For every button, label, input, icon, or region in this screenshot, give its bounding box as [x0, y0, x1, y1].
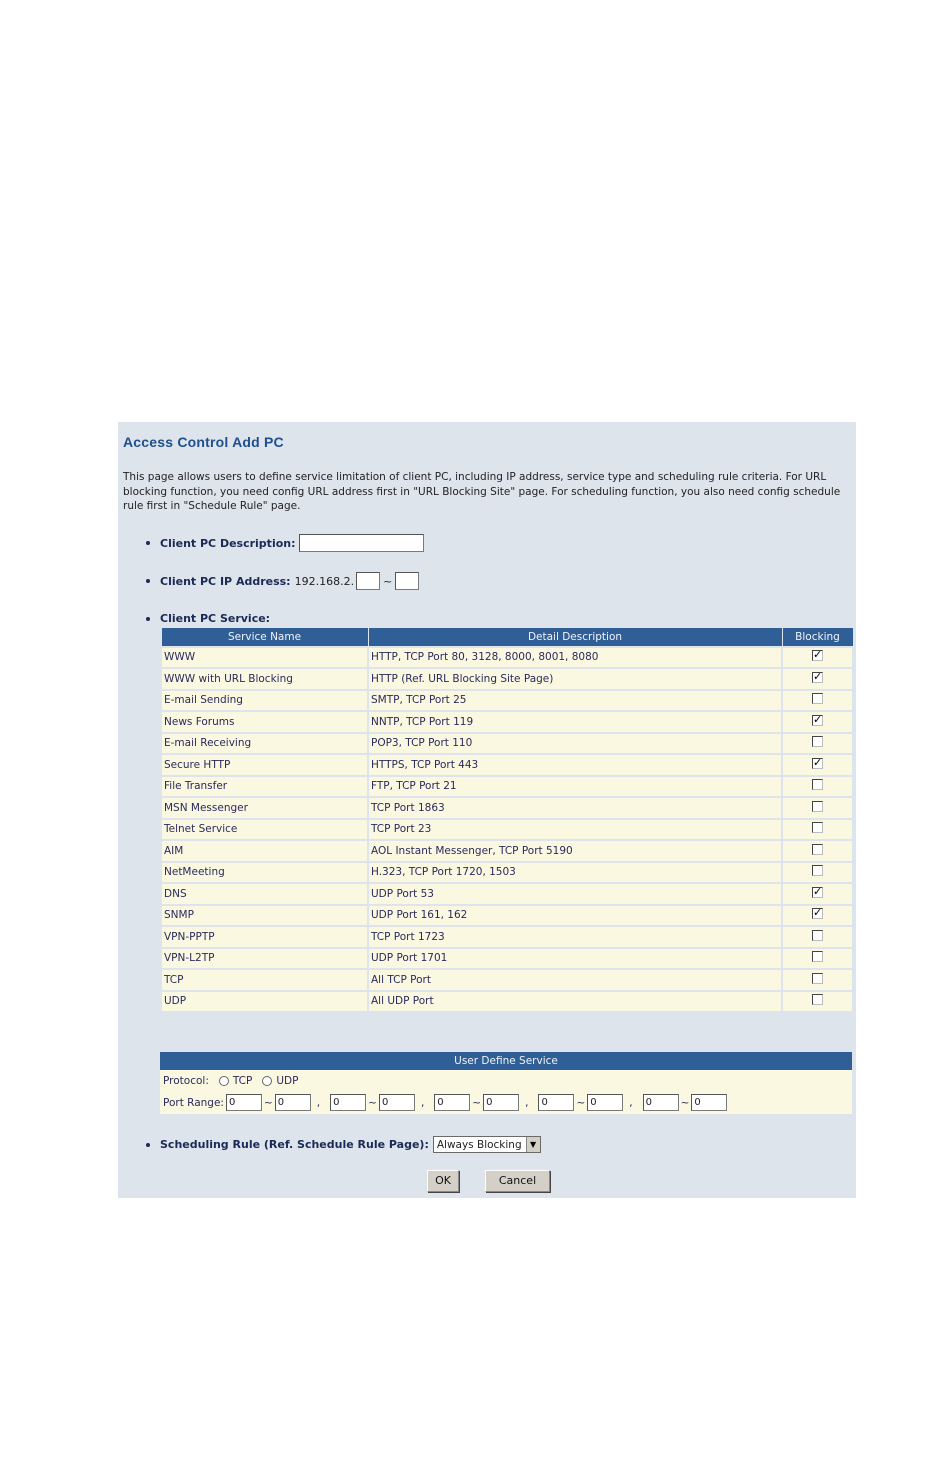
chevron-down-icon[interactable]: ▼ — [526, 1137, 540, 1152]
table-row — [161, 819, 853, 841]
checkmark-icon: ✓ — [813, 648, 823, 662]
service-row — [146, 612, 270, 625]
port-range-separator: ~ — [472, 1096, 482, 1109]
service-name-cell: VPN-PPTP — [161, 926, 368, 948]
detail-description-cell: UDP Port 53 — [368, 883, 782, 905]
service-label: Client PC Service: — [160, 612, 271, 625]
blocking-checkbox[interactable] — [812, 844, 823, 855]
service-name-cell: News Forums — [161, 711, 368, 733]
blocking-checkbox[interactable] — [812, 822, 823, 833]
detail-description-cell: HTTP, TCP Port 80, 3128, 8000, 8001, 8080 — [368, 647, 782, 669]
service-table — [160, 627, 854, 1013]
port-pair-separator: , — [316, 1096, 321, 1109]
detail-description-cell: UDP Port 1701 — [368, 948, 782, 970]
service-name-cell: TCP — [161, 969, 368, 991]
ip-prefix: 192.168.2. — [294, 574, 355, 588]
description-input[interactable] — [299, 534, 424, 552]
blocking-checkbox[interactable] — [812, 650, 823, 661]
user-define-header: User Define Service — [160, 1052, 852, 1070]
port-range-label: Port Range: — [163, 1096, 224, 1109]
table-row — [161, 690, 853, 712]
schedule-select[interactable] — [433, 1136, 541, 1153]
blocking-cell — [782, 819, 853, 841]
blocking-cell — [782, 926, 853, 948]
blocking-checkbox[interactable] — [812, 801, 823, 812]
radio-udp[interactable] — [262, 1076, 272, 1086]
protocol-label: Protocol: — [163, 1075, 209, 1087]
port-range-separator: ~ — [576, 1096, 586, 1109]
tcp-label: TCP — [232, 1075, 253, 1087]
service-name-cell: WWW with URL Blocking — [161, 668, 368, 690]
table-row — [161, 797, 853, 819]
blocking-checkbox[interactable] — [812, 755, 823, 769]
detail-description-cell: All UDP Port — [368, 991, 782, 1013]
col-detail-description: Detail Description — [368, 628, 782, 647]
detail-description-cell: POP3, TCP Port 110 — [368, 733, 782, 755]
table-row — [161, 754, 853, 776]
port-range-separator: ~ — [263, 1096, 273, 1109]
table-row — [161, 647, 853, 669]
blocking-cell — [782, 711, 853, 733]
blocking-checkbox[interactable] — [812, 693, 823, 704]
checkmark-icon: ✓ — [813, 669, 823, 683]
blocking-checkbox[interactable] — [812, 712, 823, 726]
access-control-panel — [118, 422, 856, 1198]
page-title: Access Control Add PC — [123, 434, 284, 450]
table-row — [161, 840, 853, 862]
table-row — [161, 883, 853, 905]
port-range-separator: ~ — [680, 1096, 690, 1109]
service-table-body — [161, 647, 853, 1013]
port-range-row — [163, 1094, 727, 1111]
schedule-value: Always Blocking — [436, 1138, 522, 1151]
detail-description-cell: NNTP, TCP Port 119 — [368, 711, 782, 733]
port-start-input[interactable]: 0 — [330, 1094, 366, 1111]
detail-description-cell: TCP Port 1723 — [368, 926, 782, 948]
detail-description-cell: AOL Instant Messenger, TCP Port 5190 — [368, 840, 782, 862]
port-end-input[interactable]: 0 — [587, 1094, 623, 1111]
ok-button[interactable]: OK — [427, 1170, 459, 1192]
blocking-checkbox[interactable] — [812, 930, 823, 941]
port-end-input[interactable]: 0 — [483, 1094, 519, 1111]
table-row — [161, 862, 853, 884]
port-end-input[interactable]: 0 — [691, 1094, 727, 1111]
blocking-checkbox[interactable] — [812, 779, 823, 790]
service-name-cell: File Transfer — [161, 776, 368, 798]
intro-text: This page allows users to define service limitation of client PC, including IP address, service type and scheduling rule criteria. For URL blocking function, you need config URL address first in "URL Blocking Site" page. For scheduling function, you also need config schedule rule first in "Schedule Rule" page. — [123, 471, 841, 512]
service-name-cell: VPN-L2TP — [161, 948, 368, 970]
blocking-cell — [782, 969, 853, 991]
table-row — [161, 711, 853, 733]
port-start-input[interactable]: 0 — [538, 1094, 574, 1111]
col-service-name: Service Name — [161, 628, 368, 647]
detail-description-cell: HTTPS, TCP Port 443 — [368, 754, 782, 776]
blocking-cell — [782, 690, 853, 712]
port-end-input[interactable]: 0 — [379, 1094, 415, 1111]
service-name-cell: Secure HTTP — [161, 754, 368, 776]
table-row — [161, 948, 853, 970]
detail-description-cell: FTP, TCP Port 21 — [368, 776, 782, 798]
cancel-button[interactable]: Cancel — [485, 1170, 550, 1192]
col-blocking: Blocking — [782, 628, 853, 647]
port-end-input[interactable]: 0 — [275, 1094, 311, 1111]
bullet-icon — [146, 541, 150, 545]
table-row — [161, 776, 853, 798]
detail-description-cell: TCP Port 23 — [368, 819, 782, 841]
checkmark-icon: ✓ — [813, 755, 823, 769]
service-name-cell: E-mail Sending — [161, 690, 368, 712]
port-pair-separator: , — [629, 1096, 633, 1109]
blocking-checkbox[interactable] — [812, 908, 823, 919]
schedule-label: Scheduling Rule (Ref. Schedule Rule Page): — [160, 1138, 429, 1151]
detail-description-cell: SMTP, TCP Port 25 — [368, 690, 782, 712]
checkmark-icon: ✓ — [813, 906, 823, 920]
ip-from-input[interactable] — [356, 572, 380, 590]
port-pair-separator: , — [420, 1096, 425, 1109]
service-name-cell: AIM — [161, 840, 368, 862]
table-row — [161, 905, 853, 927]
blocking-cell — [782, 991, 853, 1013]
ip-label: Client PC IP Address: — [160, 574, 291, 588]
table-row — [161, 969, 853, 991]
service-name-cell: E-mail Receiving — [161, 733, 368, 755]
bullet-icon — [146, 617, 150, 621]
blocking-cell — [782, 647, 853, 669]
detail-description-cell: HTTP (Ref. URL Blocking Site Page) — [368, 668, 782, 690]
table-header-row — [161, 628, 853, 647]
description-label: Client PC Description: — [160, 536, 296, 550]
blocking-checkbox[interactable] — [812, 736, 823, 747]
service-name-cell: WWW — [161, 647, 368, 669]
blocking-checkbox[interactable] — [812, 994, 823, 1005]
blocking-cell — [782, 668, 853, 690]
service-name-cell: DNS — [161, 883, 368, 905]
port-start-input[interactable]: 0 — [434, 1094, 470, 1111]
detail-description-cell: UDP Port 161, 162 — [368, 905, 782, 927]
ip-to-input[interactable] — [395, 572, 419, 590]
blocking-cell — [782, 905, 853, 927]
table-row — [161, 668, 853, 690]
radio-tcp[interactable] — [219, 1076, 229, 1086]
bullet-icon — [146, 579, 150, 583]
port-pair-separator: , — [525, 1096, 529, 1109]
service-name-cell: NetMeeting — [161, 862, 368, 884]
table-row — [161, 926, 853, 948]
detail-description-cell: H.323, TCP Port 1720, 1503 — [368, 862, 782, 884]
service-name-cell: Telnet Service — [161, 819, 368, 841]
detail-description-cell: All TCP Port — [368, 969, 782, 991]
port-start-input[interactable]: 0 — [226, 1094, 262, 1111]
checkmark-icon: ✓ — [813, 712, 823, 726]
blocking-cell — [782, 733, 853, 755]
blocking-cell — [782, 948, 853, 970]
udp-label: UDP — [276, 1075, 299, 1087]
checkmark-icon: ✓ — [813, 884, 823, 898]
blocking-cell — [782, 862, 853, 884]
bullet-icon — [146, 1143, 150, 1147]
table-row — [161, 991, 853, 1013]
port-start-input[interactable]: 0 — [643, 1094, 679, 1111]
port-range-separator: ~ — [368, 1096, 377, 1109]
detail-description-cell: TCP Port 1863 — [368, 797, 782, 819]
ip-row — [146, 572, 419, 590]
blocking-cell — [782, 797, 853, 819]
blocking-cell — [782, 840, 853, 862]
service-name-cell: SNMP — [161, 905, 368, 927]
blocking-checkbox[interactable] — [812, 884, 823, 898]
schedule-row — [146, 1136, 541, 1153]
table-row — [161, 733, 853, 755]
service-name-cell: UDP — [161, 991, 368, 1013]
description-row — [146, 534, 424, 552]
blocking-cell — [782, 883, 853, 905]
blocking-checkbox[interactable] — [812, 973, 823, 984]
blocking-checkbox[interactable] — [812, 669, 823, 683]
ip-tilde: ~ — [383, 574, 393, 588]
blocking-cell — [782, 754, 853, 776]
blocking-checkbox[interactable] — [812, 951, 823, 962]
user-define-body — [160, 1070, 852, 1114]
service-name-cell: MSN Messenger — [161, 797, 368, 819]
blocking-cell — [782, 776, 853, 798]
protocol-row — [163, 1075, 298, 1087]
blocking-checkbox[interactable] — [812, 865, 823, 876]
